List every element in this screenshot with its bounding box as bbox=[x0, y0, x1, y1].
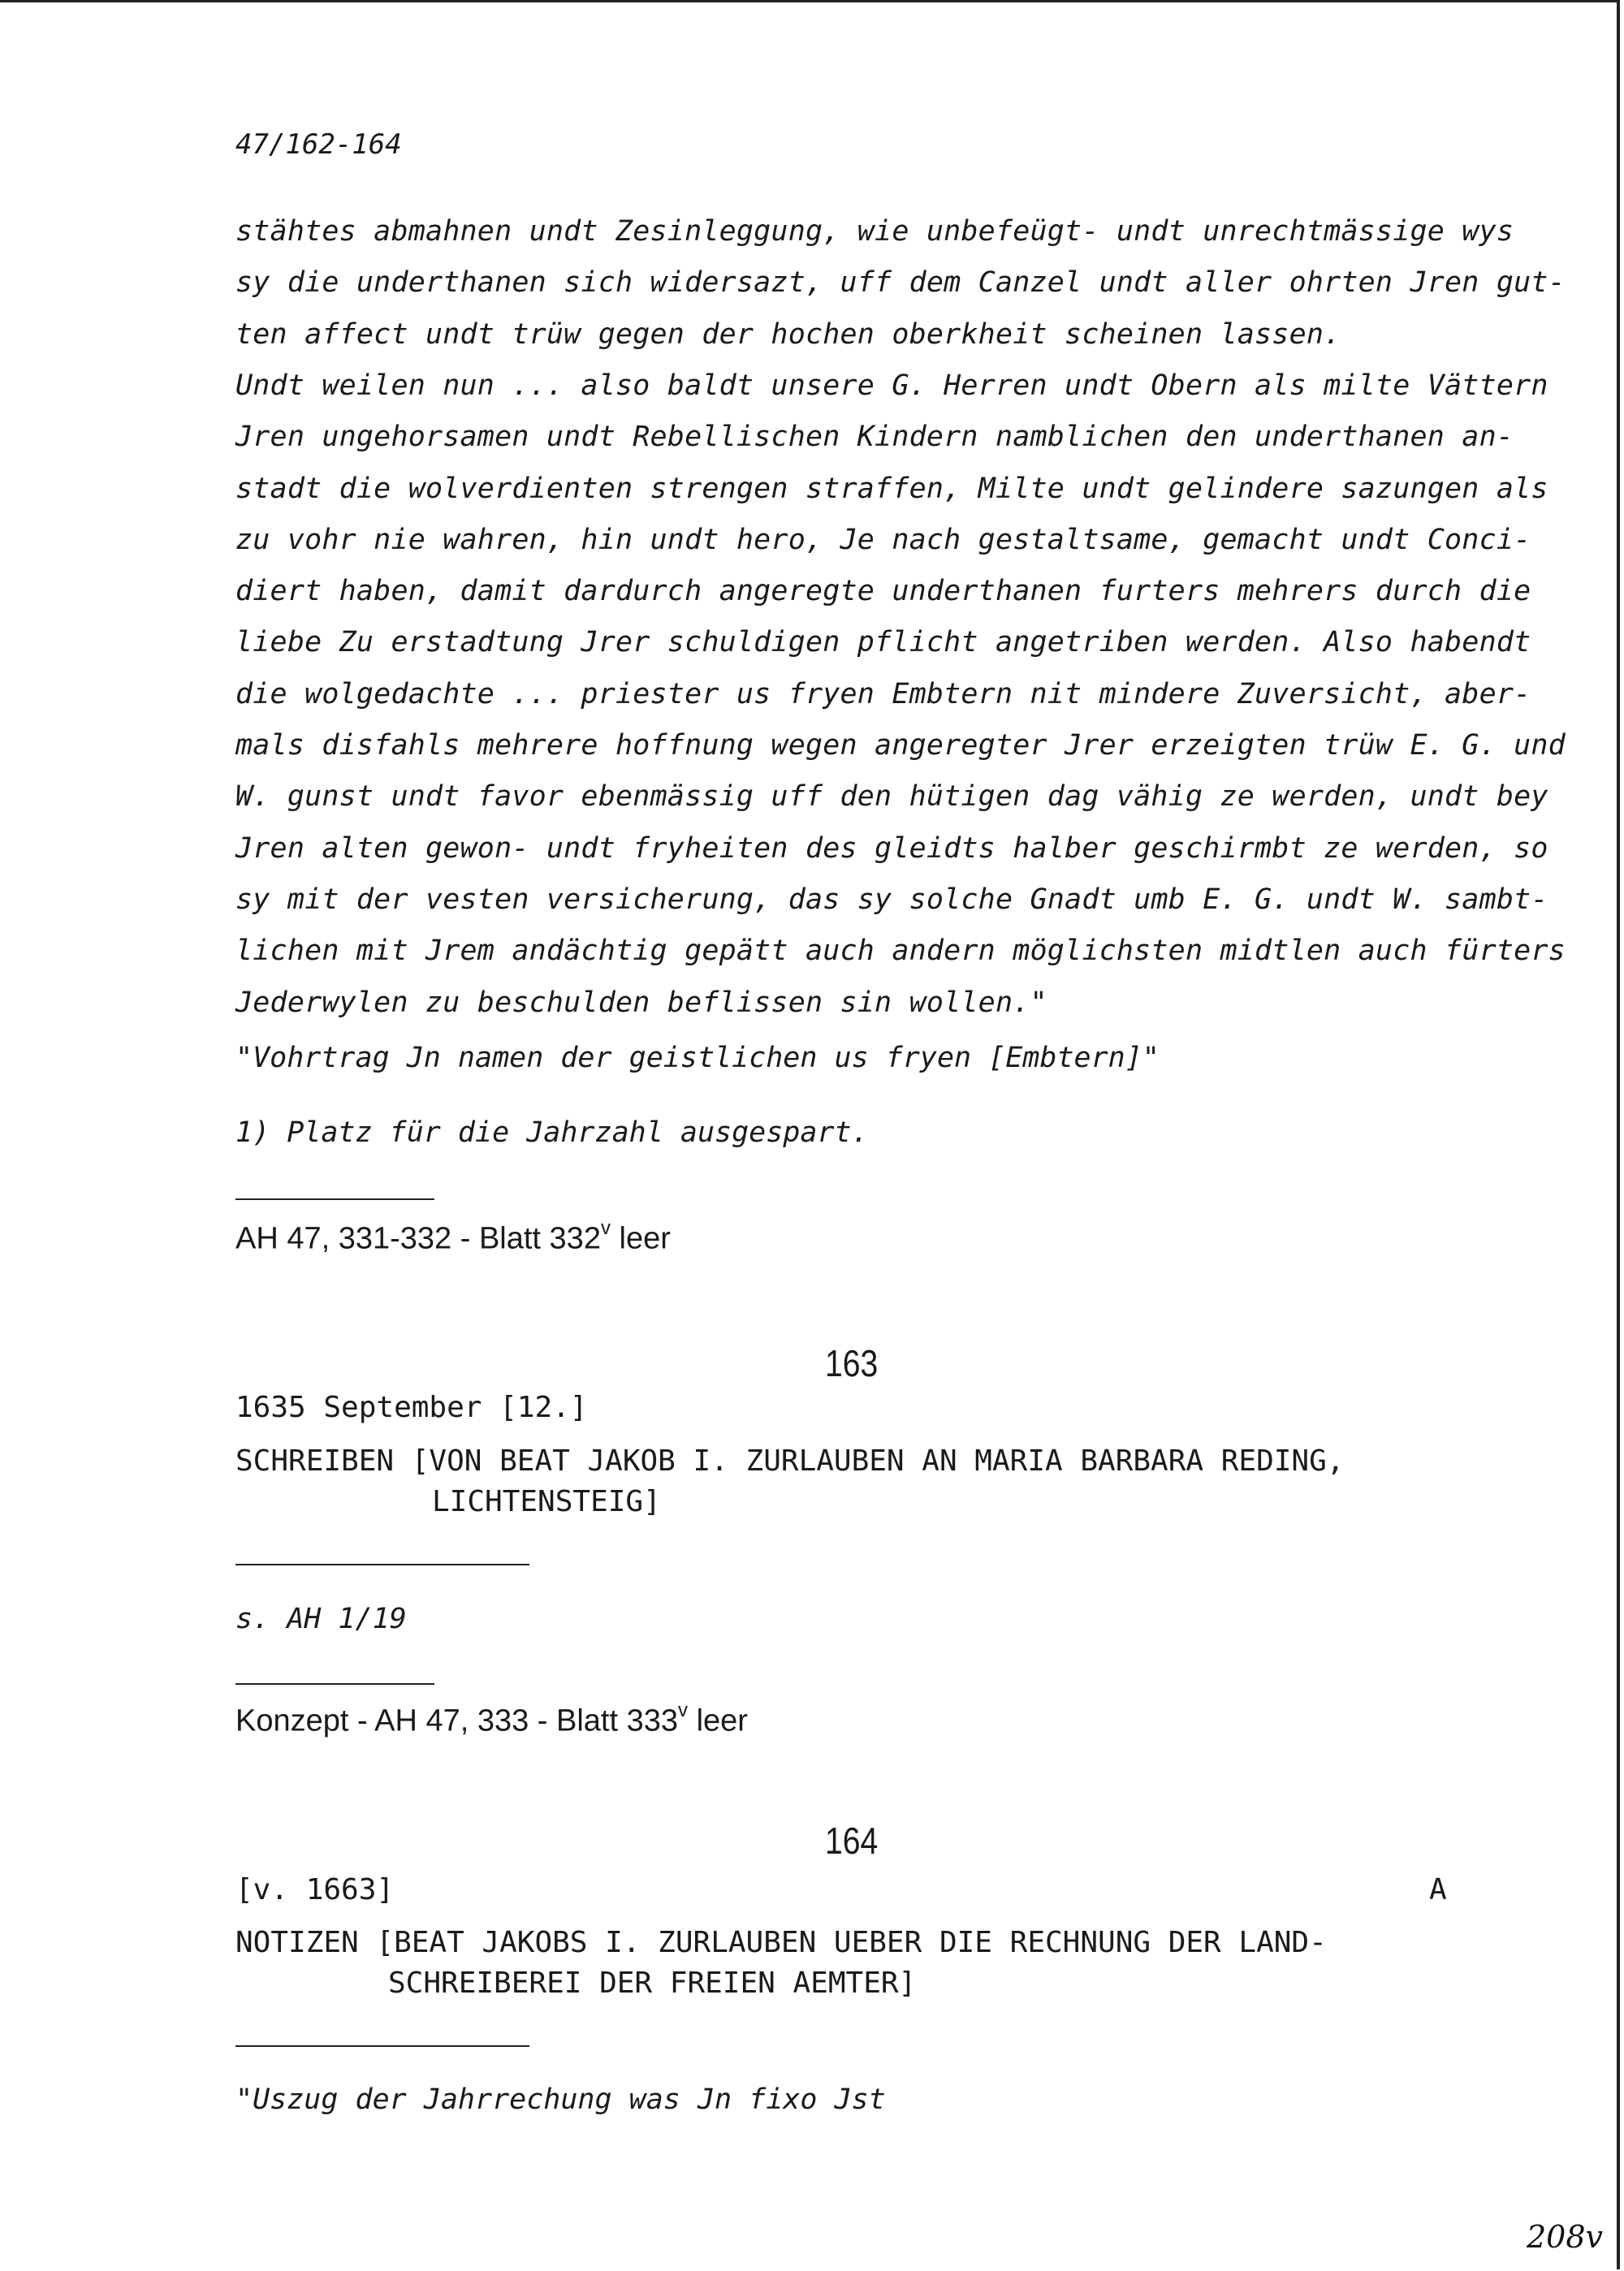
document-number-164: 164 bbox=[825, 1820, 879, 1862]
page-reference: 47/162-164 bbox=[235, 128, 402, 161]
verso-mark: v bbox=[600, 1217, 611, 1239]
separator-rule bbox=[235, 1564, 529, 1565]
text-line: sy die underthanen sich widersazt, uff dem Canzel undt aller ohrten Jren gut- bbox=[235, 266, 1566, 299]
separator-rule bbox=[235, 2045, 529, 2047]
text-line: Undt weilen nun ... also baldt unsere G. Herren undt Obern als milte Vättern bbox=[235, 369, 1548, 402]
text-line: W. gunst undt favor ebenmässig uff den hütigen dag vähig ze werden, undt bey bbox=[235, 780, 1548, 813]
document-164-text-start: "Uszug der Jahrrechung was Jn fixo Jst bbox=[235, 2083, 886, 2116]
text-line: liebe Zu erstadtung Jrer schuldigen pflicht angetriben werden. Also habendt bbox=[235, 626, 1531, 658]
text-line: lichen mit Jrem andächtig gepätt auch andern möglichsten midtlen auch fürters bbox=[235, 935, 1566, 967]
folio-handwritten-note: 208v bbox=[1527, 2219, 1603, 2255]
document-number-163: 163 bbox=[825, 1342, 879, 1384]
document-title-163-line2: LICHTENSTEIG] bbox=[432, 1485, 661, 1518]
text-line: ten affect undt trüw gegen der hochen oberkheit scheinen lassen. bbox=[235, 318, 1341, 351]
footnote: 1) Platz für die Jahrzahl ausgespart. bbox=[235, 1116, 869, 1149]
text-line: zu vohr nie wahren, hin undt hero, Je nach gestaltsame, gemacht undt Conci- bbox=[235, 524, 1531, 556]
text-line: Jederwylen zu beschulden beflissen sin wollen." bbox=[235, 987, 1047, 1019]
text-line: sy mit der vesten versicherung, das sy solche Gnadt umb E. G. undt W. sambt- bbox=[235, 883, 1548, 916]
dorsal-note: "Vohrtrag Jn namen der geistlichen us fryen [Embtern]" bbox=[235, 1042, 1160, 1074]
document-marker-164: A bbox=[1429, 1873, 1447, 1906]
text-line: diert haben, damit dardurch angeregte underthanen furters mehrers durch die bbox=[235, 575, 1531, 607]
text-line: stähtes abmahnen undt Zesinleggung, wie unbefeügt- undt unrechtmässige wys bbox=[235, 215, 1514, 248]
source-note-163 bbox=[235, 1699, 748, 1739]
source-note-162 bbox=[235, 1217, 671, 1257]
reference-163: s. AH 1/19 bbox=[235, 1603, 407, 1635]
document-title-164-line1: NOTIZEN [BEAT JAKOBS I. ZURLAUBEN UEBER DIE RECHNUNG DER LAND- bbox=[235, 1926, 1327, 1959]
source-tail: leer bbox=[610, 1221, 671, 1256]
source-text: AH 47, 331-332 - Blatt 332 bbox=[235, 1221, 601, 1256]
text-line: die wolgedachte ... priester us fryen Embtern nit mindere Zuversicht, aber- bbox=[235, 678, 1531, 710]
text-line: mals disfahls mehrere hoffnung wegen angeregter Jrer erzeigten trüw E. G. und bbox=[235, 729, 1566, 762]
text-line: Jren alten gewon- undt fryheiten des gleidts halber geschirmbt ze werden, so bbox=[235, 832, 1548, 865]
document-date-163: 1635 September [12.] bbox=[235, 1391, 588, 1424]
text-line: Jren ungehorsamen undt Rebellischen Kindern namblichen den underthanen an- bbox=[235, 421, 1514, 453]
document-date-164: [v. 1663] bbox=[235, 1873, 395, 1906]
text-line: stadt die wolverdienten strengen straffen, Milte undt gelindere sazungen als bbox=[235, 473, 1548, 505]
source-tail: leer bbox=[688, 1703, 748, 1738]
document-title-164-line2: SCHREIBEREI DER FREIEN AEMTER] bbox=[388, 1967, 917, 2000]
separator-rule bbox=[235, 1683, 434, 1685]
verso-mark: v bbox=[678, 1699, 689, 1721]
source-text: Konzept - AH 47, 333 - Blatt 333 bbox=[235, 1703, 679, 1738]
separator-rule bbox=[235, 1198, 434, 1200]
document-title-163-line1: SCHREIBEN [VON BEAT JAKOB I. ZURLAUBEN AN MARIA BARBARA REDING, bbox=[235, 1444, 1345, 1478]
